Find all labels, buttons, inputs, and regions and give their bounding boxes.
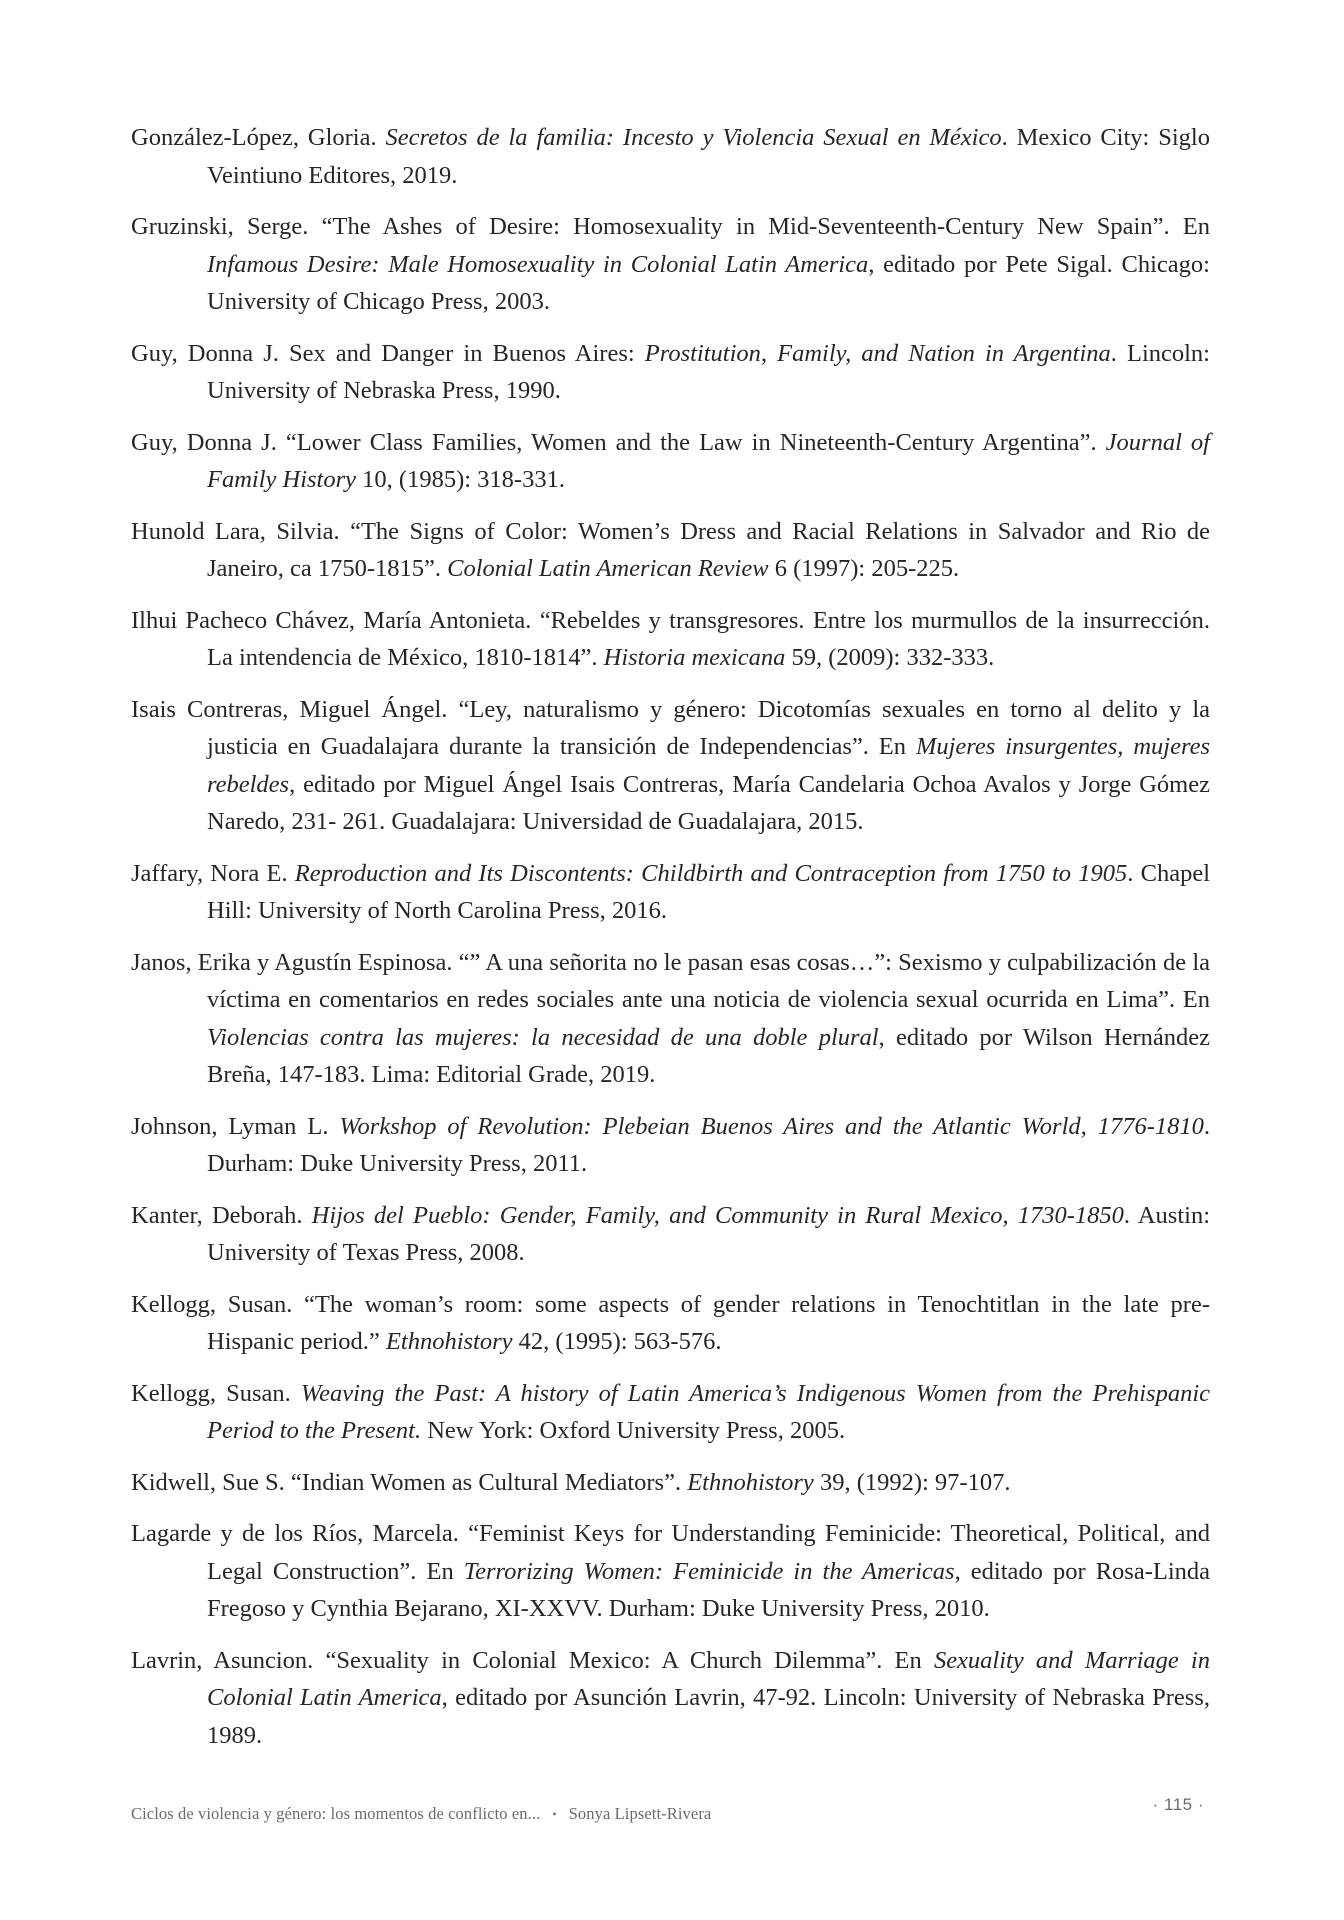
- entry-title-italic: Terrorizing Women: Feminicide in the Americas: [463, 1557, 955, 1585]
- bibliography-entry: [131, 513, 1210, 588]
- entry-title-italic: Violencias contra las mujeres: la necesidad de una doble plural: [207, 1023, 879, 1051]
- footer-author: Sonya Lipsett-Rivera: [568, 1804, 712, 1823]
- bibliography-entry: [131, 944, 1210, 1094]
- footer-book-title: Ciclos de violencia y género: los momentos de conflicto en...: [131, 1804, 541, 1823]
- entry-text: , editado por Rosa-Linda Fregoso y Cynthia Bejarano, XI-XXVV. Durham: Duke University Press, 2010.: [207, 1557, 1211, 1622]
- entry-text: Lavrin, Asuncion. “Sexuality in Colonial Mexico: A Church Dilemma”. En: [131, 1646, 934, 1674]
- entry-text: Johnson, Lyman L.: [131, 1112, 340, 1140]
- entry-text: . Lincoln: University of Nebraska Press, 1990.: [207, 339, 1210, 404]
- entry-text: Janos, Erika y Agustín Espinosa. “” A una señorita no le pasan esas cosas…”: Sexismo y culpabilización de la víctima en comentarios en redes sociales ante una noticia de violencia sexual ocurrida en Lima”. En: [131, 948, 1210, 1013]
- entry-text: . Mexico City: Siglo Veintiuno Editores, 2019.: [207, 124, 1210, 189]
- entry-text: Kellogg, Susan.: [131, 1379, 301, 1407]
- entry-text: , editado por Wilson Hernández Breña, 147-183. Lima: Editorial Grade, 2019.: [207, 1023, 1210, 1088]
- page-number: · 115 ·: [1152, 1795, 1204, 1814]
- entry-text: Kellogg, Susan. “The woman’s room: some aspects of gender relations in Tenochtitlan in the late pre-Hispanic period.”: [131, 1290, 1210, 1355]
- bibliography-entry: [131, 1515, 1210, 1628]
- bibliography-entry: [131, 1642, 1210, 1755]
- entry-title-italic: Reproduction and Its Discontents: Childbirth and Contraception from 1750 to 1905: [294, 859, 1128, 887]
- entry-title-italic: Sexuality and Marriage in Colonial Latin America: [207, 1646, 1210, 1711]
- entry-text: Gruzinski, Serge. “The Ashes of Desire: Homosexuality in Mid-Seventeenth-Century New Spain”. En: [131, 213, 1210, 240]
- bibliography-list: [131, 119, 1210, 1768]
- entry-text: , editado por Miguel Ángel Isais Contreras, María Candelaria Ochoa Avalos y Jorge Gómez Naredo, 231- 261. Guadalajara: Universidad de Guadalajara, 2015.: [207, 770, 1210, 835]
- bibliography-entry: [131, 691, 1210, 841]
- bibliography-entry: [131, 1197, 1210, 1272]
- running-footer: [131, 1804, 711, 1824]
- entry-text: 42, (1995): 563-576.: [512, 1328, 722, 1355]
- entry-text: Kidwell, Sue S. “Indian Women as Cultural Mediators”.: [131, 1468, 688, 1496]
- entry-text: , editado por Pete Sigal. Chicago: University of Chicago Press, 2003.: [207, 250, 1210, 315]
- entry-text: Ilhui Pacheco Chávez, María Antonieta. “Rebeldes y transgresores. Entre los murmullos de la insurrección. La intendencia de México, 1810-1814”.: [131, 606, 1210, 671]
- entry-title-italic: Journal of Family History: [207, 428, 1210, 493]
- bibliography-entry: [131, 855, 1210, 930]
- bibliography-entry: [131, 602, 1210, 677]
- entry-text: New York: Oxford University Press, 2005.: [421, 1417, 846, 1444]
- entry-text: . Durham: Duke University Press, 2011.: [207, 1112, 1210, 1177]
- bibliography-entry: [131, 424, 1210, 499]
- entry-text: 39, (1992): 97-107.: [813, 1468, 1011, 1496]
- entry-title-italic: Workshop of Revolution: Plebeian Buenos Aires and the Atlantic World, 1776-1810: [339, 1112, 1204, 1140]
- entry-text: Hunold Lara, Silvia. “The Signs of Color: Women’s Dress and Racial Relations in Salvador and Rio de Janeiro, ca 1750-1815”.: [131, 517, 1210, 582]
- entry-title-italic: Infamous Desire: Male Homosexuality in Colonial Latin America: [207, 250, 869, 278]
- bibliography-entry: [131, 208, 1210, 321]
- entry-text: . Chapel Hill: University of North Carolina Press, 2016.: [207, 859, 1210, 924]
- bibliography-entry: [131, 1375, 1210, 1450]
- entry-title-italic: Ethnohistory: [687, 1468, 814, 1496]
- bibliography-entry: [131, 119, 1210, 194]
- footer-separator: •: [552, 1807, 557, 1821]
- entry-text: González-López, Gloria.: [131, 124, 386, 151]
- bibliography-entry: [131, 335, 1210, 410]
- entry-title-italic: Colonial Latin American Review: [447, 555, 769, 582]
- bibliography-entry: [131, 1464, 1210, 1502]
- entry-title-italic: Mujeres insurgentes, mujeres rebeldes: [207, 733, 1210, 798]
- entry-text: Kanter, Deborah.: [131, 1201, 312, 1229]
- entry-text: 59, (2009): 332-333.: [785, 644, 995, 671]
- entry-title-italic: Prostitution, Family, and Nation in Argentina: [644, 339, 1111, 367]
- entry-text: Guy, Donna J. Sex and Danger in Buenos Aires:: [131, 339, 645, 367]
- entry-text: 6 (1997): 205-225.: [768, 555, 960, 582]
- bibliography-entry: [131, 1286, 1210, 1361]
- entry-text: Lagarde y de los Ríos, Marcela. “Feminist Keys for Understanding Feminicide: Theoretical, Political, and Legal Construction”. En: [131, 1520, 1210, 1585]
- entry-title-italic: Weaving the Past: A history of Latin America’s Indigenous Women from the Prehispanic Period to the Present.: [207, 1379, 1210, 1444]
- entry-text: Isais Contreras, Miguel Ángel. “Ley, naturalismo y género: Dicotomías sexuales en torno al delito y la justicia en Guadalajara durante la transición de Independencias”. En: [131, 695, 1210, 760]
- entry-text: , editado por Asunción Lavrin, 47-92. Lincoln: University of Nebraska Press, 1989.: [207, 1684, 1210, 1749]
- bibliography-entry: [131, 1108, 1210, 1183]
- entry-title-italic: Historia mexicana: [603, 644, 786, 671]
- entry-title-italic: Hijos del Pueblo: Gender, Family, and Community in Rural Mexico, 1730-1850: [311, 1201, 1124, 1229]
- entry-text: Guy, Donna J. “Lower Class Families, Women and the Law in Nineteenth-Century Argentina”.: [131, 428, 1106, 456]
- entry-text: . Austin: University of Texas Press, 2008.: [207, 1201, 1210, 1266]
- entry-text: Jaffary, Nora E.: [131, 859, 295, 887]
- entry-title-italic: Secretos de la familia: Incesto y Violencia Sexual en México: [385, 124, 1002, 151]
- entry-text: 10, (1985): 318-331.: [356, 466, 565, 493]
- entry-title-italic: Ethnohistory: [385, 1328, 513, 1355]
